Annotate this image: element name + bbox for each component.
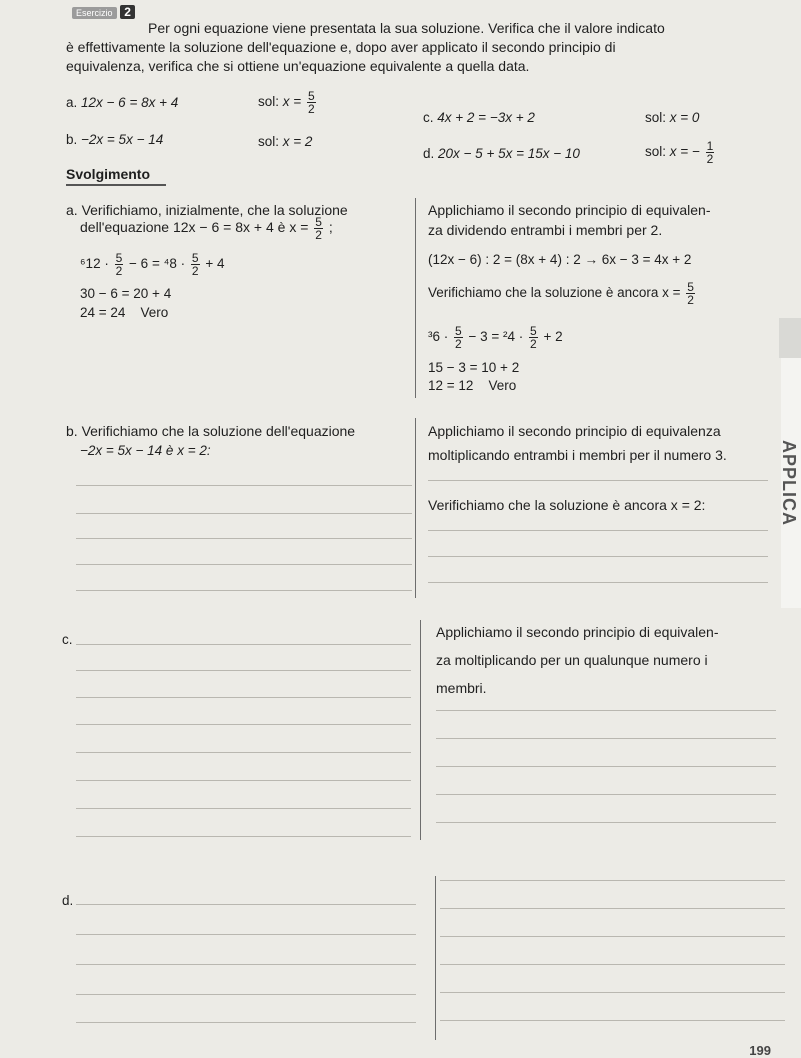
part-a-right-line-2: za dividendo entrambi i membri per 2. bbox=[428, 222, 663, 238]
part-a-right-line-1: Applichiamo il secondo principio di equivalen- bbox=[428, 202, 711, 218]
intro-line-2: è effettivamente la soluzione dell'equazione e, dopo aver applicato il secondo principio di bbox=[66, 39, 616, 55]
answer-line bbox=[428, 480, 768, 481]
part-c-right-line-2: za moltiplicando per un qualunque numero i bbox=[436, 652, 708, 668]
answer-line bbox=[436, 738, 776, 739]
answer-line bbox=[76, 752, 411, 753]
answer-line bbox=[76, 808, 411, 809]
answer-line bbox=[76, 644, 411, 645]
part-a-right-calc-2: 15 − 3 = 10 + 2 bbox=[428, 360, 520, 375]
part-b-line-1: b. Verifichiamo che la soluzione dell'equazione bbox=[66, 423, 356, 439]
answer-line bbox=[76, 1022, 416, 1023]
answer-line bbox=[428, 556, 768, 557]
answer-line bbox=[436, 822, 776, 823]
intro-line-1: Per ogni equazione viene presentata la sua soluzione. Verifica che il valore indicato bbox=[148, 20, 665, 36]
answer-line bbox=[76, 513, 412, 514]
part-a-right-verify: Verifichiamo che la soluzione è ancora x = $\frac{5}{2}$ bbox=[428, 280, 694, 307]
exercise-label: Esercizio bbox=[72, 7, 117, 19]
divider-a bbox=[415, 198, 416, 398]
solution-c: sol: x = 0 bbox=[645, 110, 700, 125]
answer-line bbox=[440, 992, 785, 993]
answer-line bbox=[440, 880, 785, 881]
part-a-right-calc-3: 12 = 12 Vero bbox=[428, 378, 517, 393]
answer-line bbox=[436, 766, 776, 767]
answer-line bbox=[440, 1020, 785, 1021]
answer-line bbox=[440, 936, 785, 937]
part-a-calc-1: ⁶12 · $\frac{5}{2}$ − 6 = ⁴8 · $\frac{5}{2}$ + 4 bbox=[80, 251, 225, 278]
side-tab-marker bbox=[779, 318, 801, 358]
answer-line bbox=[76, 904, 416, 905]
intro-line-3: equivalenza, verifica che si ottiene un'equazione equivalente a quella data. bbox=[66, 58, 530, 74]
svolgimento-heading: Svolgimento bbox=[66, 166, 151, 182]
answer-line bbox=[76, 836, 411, 837]
part-c-right-line-1: Applichiamo il secondo principio di equivalen- bbox=[436, 624, 719, 640]
part-a-calc-3: 24 = 24 Vero bbox=[80, 305, 169, 320]
part-a-line-2: dell'equazione 12x − 6 = 8x + 4 è x = $\frac{5}{2}$ ; bbox=[80, 215, 333, 242]
side-tab-label: APPLICA bbox=[779, 440, 799, 527]
equation-b: b. −2x = 5x − 14 bbox=[66, 132, 164, 147]
divider-c bbox=[420, 620, 421, 840]
divider-b bbox=[415, 418, 416, 598]
answer-line bbox=[76, 697, 411, 698]
answer-line bbox=[436, 710, 776, 711]
answer-line bbox=[76, 538, 412, 539]
answer-line bbox=[76, 934, 416, 935]
part-b-right-verify: Verifichiamo che la soluzione è ancora x = 2: bbox=[428, 497, 706, 513]
part-a-line-1: a. Verifichiamo, inizialmente, che la soluzione bbox=[66, 202, 348, 218]
part-d-label: d. bbox=[62, 893, 74, 908]
answer-line bbox=[440, 908, 785, 909]
answer-line bbox=[428, 530, 768, 531]
solution-b: sol: x = 2 bbox=[258, 134, 313, 149]
answer-line bbox=[428, 582, 768, 583]
equation-c: c. 4x + 2 = −3x + 2 bbox=[423, 110, 535, 125]
part-b-right-line-2: moltiplicando entrambi i membri per il numero 3. bbox=[428, 447, 727, 463]
answer-line bbox=[76, 994, 416, 995]
part-a-right-calc-1: ³6 · $\frac{5}{2}$ − 3 = ²4 · $\frac{5}{2}$ + 2 bbox=[428, 324, 563, 351]
equation-d: d. 20x − 5 + 5x = 15x − 10 bbox=[423, 146, 580, 161]
answer-line bbox=[436, 794, 776, 795]
answer-line bbox=[76, 780, 411, 781]
answer-line bbox=[76, 724, 411, 725]
divider-d bbox=[435, 876, 436, 1040]
answer-line bbox=[76, 670, 411, 671]
answer-line bbox=[76, 485, 412, 486]
answer-line bbox=[76, 964, 416, 965]
part-b-right-line-1: Applichiamo il secondo principio di equivalenza bbox=[428, 423, 721, 439]
page-number: 199 bbox=[749, 1043, 771, 1058]
part-c-right-line-3: membri. bbox=[436, 680, 487, 696]
solution-d: sol: x = − $\frac{1}{2}$ bbox=[645, 139, 714, 166]
equation-a: a. 12x − 6 = 8x + 4 bbox=[66, 95, 179, 110]
part-a-right-eq: (12x − 6) : 2 = (8x + 4) : 2 → 6x − 3 = 4x + 2 bbox=[428, 252, 692, 267]
solution-a: sol: x = $\frac{5}{2}$ bbox=[258, 89, 315, 116]
exercise-badge bbox=[72, 4, 135, 19]
answer-line bbox=[76, 590, 412, 591]
answer-line bbox=[440, 964, 785, 965]
heading-underline bbox=[66, 184, 166, 186]
part-c-label: c. bbox=[62, 632, 73, 647]
exercise-number: 2 bbox=[120, 5, 135, 19]
answer-line bbox=[76, 564, 412, 565]
part-a-calc-2: 30 − 6 = 20 + 4 bbox=[80, 286, 172, 301]
part-b-line-2: −2x = 5x − 14 è x = 2: bbox=[80, 443, 211, 458]
